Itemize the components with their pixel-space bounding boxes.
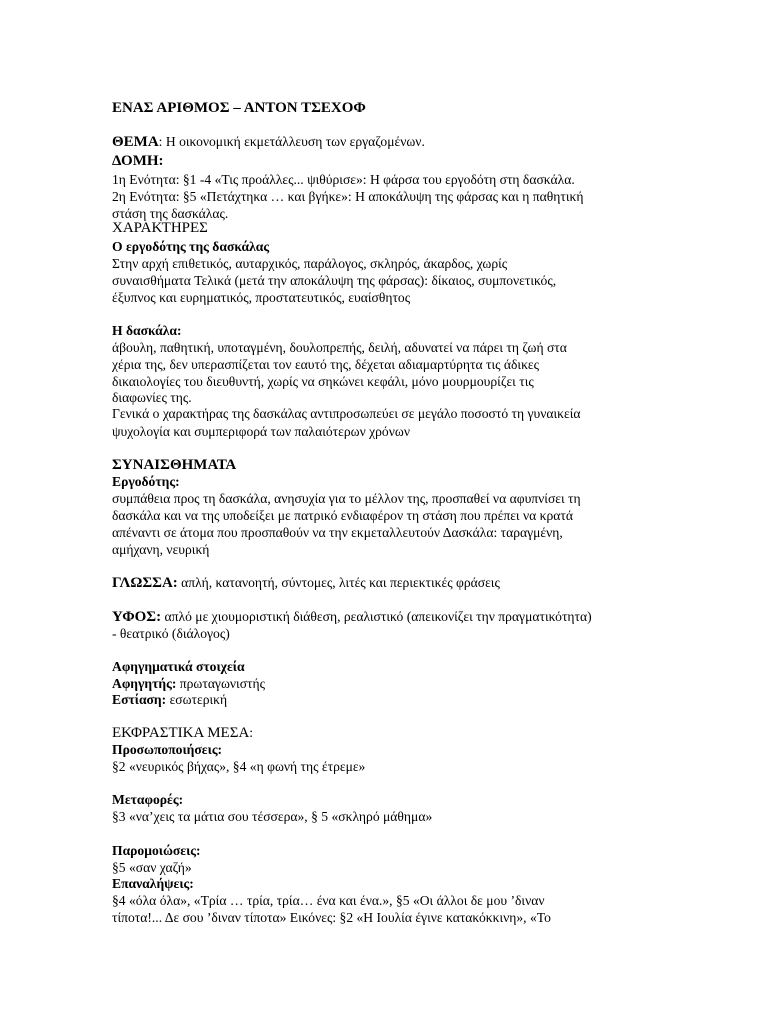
narrator-line (112, 675, 265, 692)
repetitions-label: Επαναλήψεις: (112, 876, 194, 891)
structure-line-3: στάση της δασκάλας. (112, 206, 229, 221)
metaphors-text: §3 «να’χεις τα μάτια σου τέσσερα», § 5 «σκληρό μάθημα» (112, 809, 433, 824)
teacher-line-4: διαφωνίες της. (112, 390, 192, 405)
feelings-heading: ΣΥΝΑΙΣΘΗΜΑΤΑ (112, 457, 237, 473)
general-line-2: ψυχολογία και συμπεριφορά των παλαιότερων χρόνων (112, 424, 410, 439)
characters-heading: ΧΑΡΑΚΤΗΡΕΣ (112, 220, 208, 236)
expressive-heading-line (112, 724, 253, 742)
language-label: ΓΛΩΣΣΑ: (112, 575, 178, 591)
feelings-line-2: δασκάλα και να της υποδείξει με πατρικό ενδιαφέρον τη στάση που πρέπει να κρατά (112, 508, 573, 523)
teacher-line-3: δικαιολογίες του διευθυντή, χωρίς να σηκώνει κεφάλι, μόνο μουρμουρίζει τις (112, 374, 534, 389)
repetitions-line-2: τίποτα!... Δε σου ’διναν τίποτα» Εικόνες: §2 «Η Ιουλία έγινε κατακόκκινη», «Το (112, 910, 551, 925)
narrator-value: πρωταγωνιστής (176, 676, 265, 691)
feelings-line-3: απέναντι σε άτομα που προσπαθούν να την εκμεταλλευτούν Δασκάλα: ταραγμένη, (112, 525, 563, 540)
metaphors-label: Μεταφορές: (112, 792, 184, 807)
structure-heading: ΔΟΜΗ: (112, 153, 164, 169)
feelings-line-4: αμήχανη, νευρική (112, 542, 210, 557)
employer-line-2: συναισθήματα Τελικά (μετά την αποκάλυψη της φάρσας): δίκαιος, συμπονετικός, (112, 273, 557, 288)
theme-line (112, 133, 425, 151)
similes-text: §5 «σαν χαζή» (112, 860, 192, 875)
style-text: απλό με χιουμοριστική διάθεση, ρεαλιστικό (απεικονίζει την πραγματικότητα) (161, 609, 592, 624)
teacher-line-1: άβουλη, παθητική, υποταγμένη, δουλοπρεπής, δειλή, αδυνατεί να πάρει τη ζωή στα (112, 340, 567, 355)
focus-line (112, 691, 227, 708)
feelings-line-1: συμπάθεια προς τη δασκάλα, ανησυχία για το μέλλον της, προσπαθεί να αφυπνίσει τη (112, 491, 581, 506)
style-line-2: - θεατρικό (διάλογος) (112, 626, 230, 641)
structure-line-2: 2η Ενότητα: §5 «Πετάχτηκα … και βγήκε»: Η αποκάλυψη της φάρσας και η παθητική (112, 189, 584, 204)
feelings-employer-label: Εργοδότης: (112, 474, 180, 489)
teacher-heading: Η δασκάλα: (112, 323, 182, 338)
structure-line-1: 1η Ενότητα: §1 -4 «Τις προάλλες... ψιθύρισε»: Η φάρσα του εργοδότη στη δασκάλα. (112, 172, 575, 187)
theme-text: : Η οικονομική εκμετάλλευση των εργαζομένων. (158, 134, 425, 149)
expressive-heading: ΕΚΦΡΑΣΤΙΚΑ ΜΕΣΑ (112, 725, 250, 741)
personification-label: Προσωποποιήσεις: (112, 742, 223, 757)
style-label: ΥΦΟΣ: (112, 609, 162, 625)
teacher-line-2: χέρια της, δεν υπερασπίζεται τον εαυτό της, δέχεται αδιαμαρτύρητα τις άδικες (112, 357, 540, 372)
style-line (112, 608, 592, 626)
document-title: ΕΝΑΣ ΑΡΙΘΜΟΣ – ΑΝΤΟΝ ΤΣΕΧΟΦ (112, 100, 366, 116)
personification-text: §2 «νευρικός βήχας», §4 «η φωνή της έτρεμε» (112, 759, 366, 774)
expressive-heading-suffix: : (249, 725, 254, 740)
similes-label: Παρομοιώσεις: (112, 843, 201, 858)
narrator-label: Αφηγητής: (112, 676, 177, 691)
focus-label: Εστίαση: (112, 692, 167, 707)
theme-label: ΘΕΜΑ (112, 134, 159, 150)
focus-value: εσωτερική (166, 692, 228, 707)
narrative-heading: Αφηγηματικά στοιχεία (112, 659, 245, 674)
repetitions-line-1: §4 «όλα όλα», «Τρία … τρία, τρία… ένα και ένα.», §5 «Οι άλλοι δε μου ’διναν (112, 893, 545, 908)
general-line-1: Γενικά ο χαρακτήρας της δασκάλας αντιπροσωπεύει σε μεγάλο ποσοστό τη γυναικεία (112, 406, 581, 421)
employer-heading: Ο εργοδότης της δασκάλας (112, 239, 270, 254)
employer-line-3: έξυπνος και ευρηματικός, προστατευτικός, ευαίσθητος (112, 290, 411, 305)
language-text: απλή, κατανοητή, σύντομες, λιτές και περιεκτικές φράσεις (177, 575, 500, 590)
employer-line-1: Στην αρχή επιθετικός, αυταρχικός, παράλογος, σκληρός, άκαρδος, χωρίς (112, 256, 508, 271)
language-line (112, 574, 500, 592)
